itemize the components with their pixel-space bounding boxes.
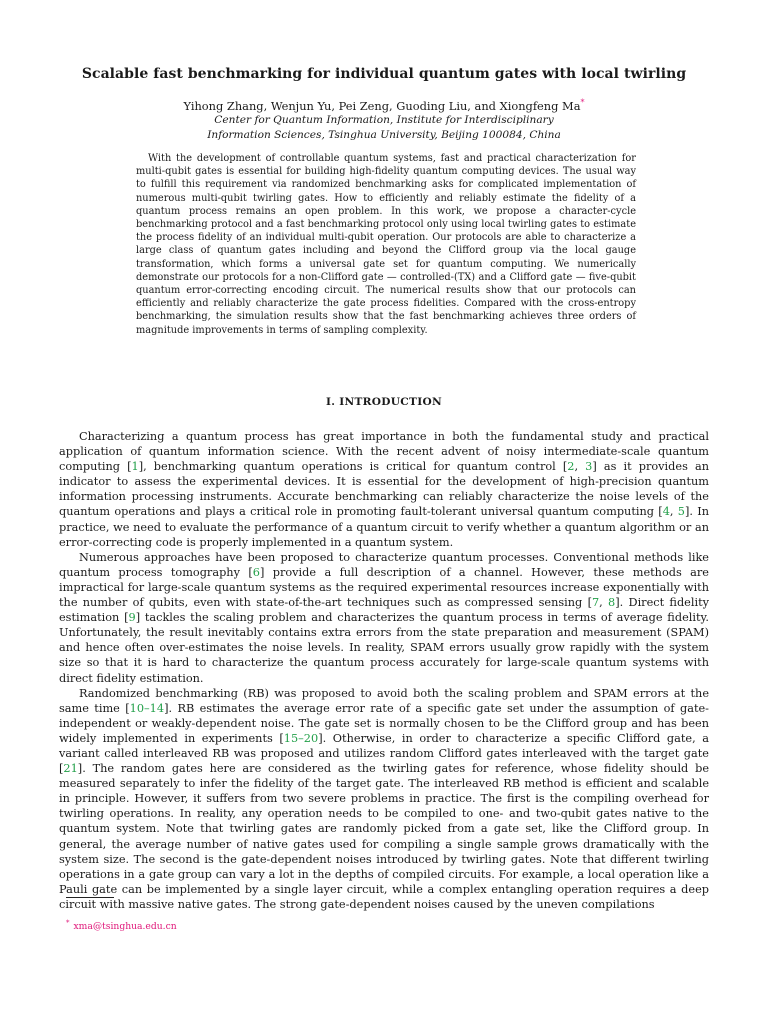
citation-link[interactable]: 6 xyxy=(252,565,260,579)
citation-link[interactable]: 15–20 xyxy=(283,731,319,745)
citation-link[interactable]: 4 xyxy=(662,505,670,519)
citation-link[interactable]: 10–14 xyxy=(129,701,165,715)
affiliation xyxy=(0,113,768,142)
paper-title: Scalable fast benchmarking for individual quantum gates with local twirling xyxy=(81,66,687,82)
citation-link[interactable]: 1 xyxy=(131,460,139,474)
citation-link[interactable]: 2 xyxy=(567,460,575,474)
footnote-rule xyxy=(66,897,114,898)
paragraph: Numerous approaches have been proposed to characterize quantum processes. Conventional methods like quantum process tomography [6] provide a full description of a channel. However, these methods are impractical for large-scale quantum systems as the required experimental resources increase exponentially with the number of qubits, even with state-of-the-art techniques such as compressed sensing [7, 8]. Direct fidelity estimation [9] tackles the scaling problem and characterizes the quantum process in terms of average fidelity. Unfortunately, the result inevitably contains extra errors from the state preparation and measurement (SPAM) and hence often over-estimates the noise levels. In reality, SPAM errors usually grow rapidly with the system size so that it is hard to characterize the quantum process accurately for large-scale quantum systems with direct fidelity estimation. xyxy=(59,550,710,685)
author-names: Yihong Zhang, Wenjun Yu, Pei Zeng, Guoding Liu, and Xiongfeng Ma xyxy=(183,98,581,113)
paragraph: Characterizing a quantum process has great importance in both the fundamental study and practical application of quantum information science. With the recent advent of noisy intermediate-scale quantum computing [1], benchmarking quantum operations is critical for quantum control [2, 3] as it provides an indicator to assess the experimental devices. It is essential for the development of high-precision quantum information processing instruments. Accurate benchmarking can reliably characterize the noise levels of the quantum operations and plays a critical role in promoting fault-tolerant universal quantum computing [4, 5]. In practice, we need to evaluate the performance of a quantum circuit to verify whether a quantum algorithm or an error-correcting code is properly implemented in a quantum system. xyxy=(59,430,710,549)
affiliation-line: Center for Quantum Information, Institute for Interdisciplinary xyxy=(214,114,554,126)
corresponding-author-mark[interactable]: * xyxy=(580,98,585,107)
footnote xyxy=(66,919,177,932)
affiliation-line: Information Sciences, Tsinghua University, Beijing 100084, China xyxy=(207,128,561,141)
citation-link[interactable]: 21 xyxy=(63,762,78,776)
citation-link[interactable]: 9 xyxy=(128,611,136,625)
paragraph: Randomized benchmarking (RB) was proposed to avoid both the scaling problem and SPAM errors at the same time [10–14]. RB estimates the average error rate of a specific gate set under the assumption of gate-independent or weakly-dependent noise. The gate set is normally chosen to be the Clifford group and has been widely implemented in experiments [15–20]. Otherwise, in order to characterize a specific Clifford gate, a variant called interleaved RB was proposed and utilizes random Clifford gates interleaved with the target gate [21]. The random gates here are considered as the twirling gates for reference, whose fidelity should be measured separately to infer the fidelity of the target gate. The interleaved RB method is efficient and scalable in principle. However, it suffers from two severe problems in practice. The first is the compiling overhead for twirling operations. In reality, any operation needs to be compiled to one- and two-qubit gates native to the quantum system. Note that twirling gates are randomly picked from a gate set, like the Clifford group. In general, the average number of native gates used for compiling a single sample grows dramatically with the system size. The second is the gate-dependent noises introduced by twirling gates. Note that different twirling operations in a gate group can vary a lot in the depths of compiled circuits. For example, a local operation like a Pauli gate can be implemented by a single layer circuit, while a complex entangling operation requires a deep circuit with massive native gates. The strong gate-dependent noises caused by the uneven compilations xyxy=(59,686,710,911)
citation-link[interactable]: 3 xyxy=(585,460,593,474)
email-link[interactable]: xma@tsinghua.edu.cn xyxy=(73,921,177,933)
author-list xyxy=(0,98,768,113)
citation-link[interactable]: 7 xyxy=(591,596,600,610)
citation-link[interactable]: 5 xyxy=(677,505,685,519)
body-text xyxy=(59,429,709,912)
citation-link[interactable]: 8 xyxy=(608,596,616,610)
footnote-mark: * xyxy=(66,919,70,927)
section-heading: I. INTRODUCTION xyxy=(326,396,442,408)
abstract: With the development of controllable quantum systems, fast and practical characterization for multi-qubit gates is essential for building high-fidelity quantum computing devices. The usual way to fulfill this requirement via randomized benchmarking asks for complicated implementation of numerous multi-qubit twirling gates. How to efficiently and reliably estimate the fidelity of a quantum process remains an open problem. In this work, we propose a character-cycle benchmarking protocol and a fast benchmarking protocol only using local twirling gates to estimate the process fidelity of an individual multi-qubit operation. Our protocols are able to characterize a large class of quantum gates including and beyond the Clifford group via the local gauge transformation, which forms a universal gate set for quantum computing. We numerically demonstrate our protocols for a non-Clifford gate — controlled-(TX) and a Clifford gate — five-qubit quantum error-correcting encoding circuit. The numerical results show that our protocols can efficiently and reliably characterize the gate process fidelities. Compared with the cross-entropy benchmarking, the simulation results show that the fast benchmarking achieves three orders of magnitude improvements in terms of sampling complexity. xyxy=(136,153,636,336)
